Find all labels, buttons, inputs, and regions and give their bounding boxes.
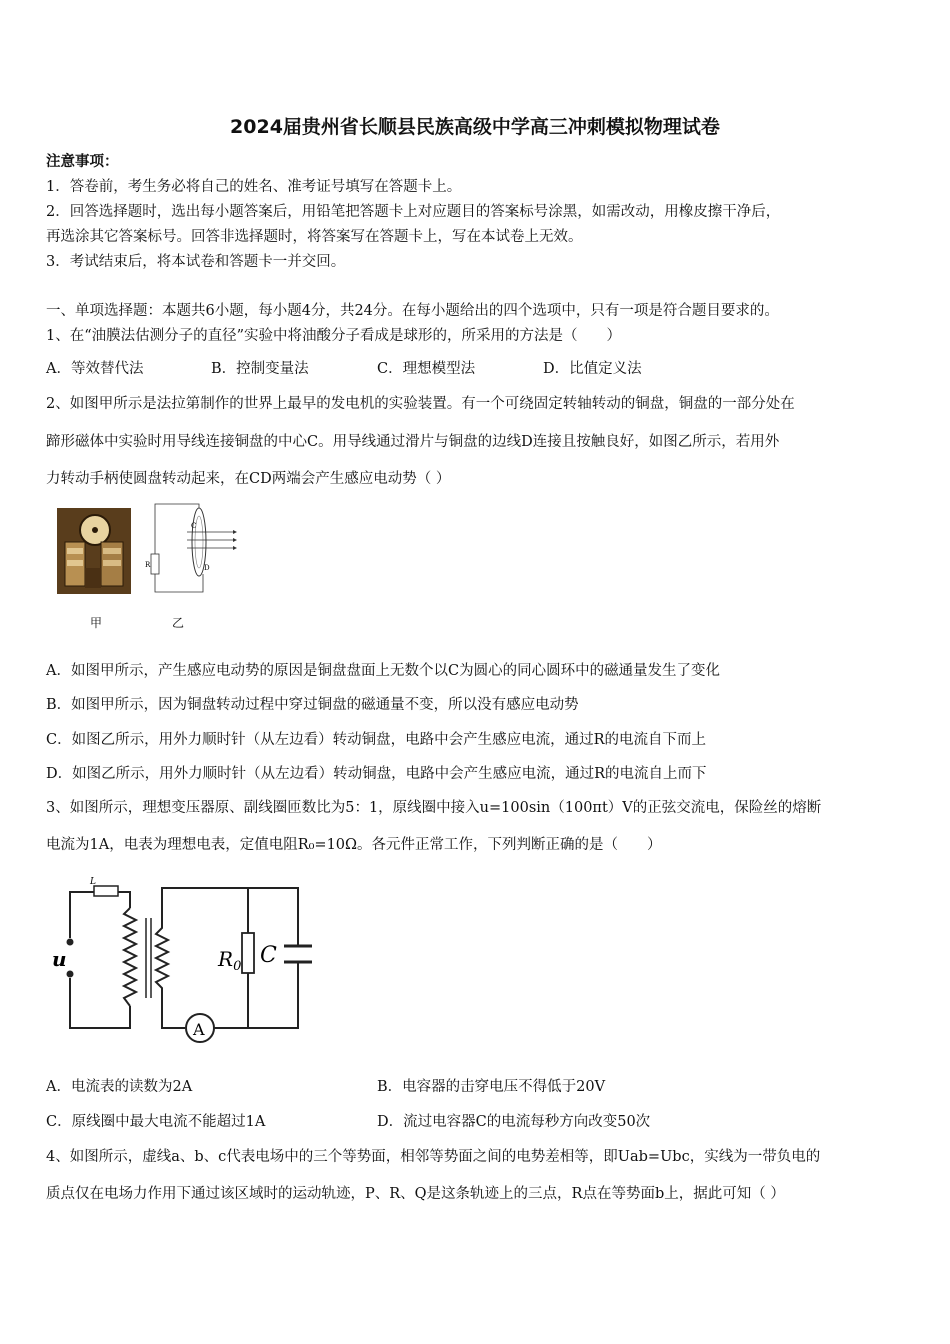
label-c: C [191, 522, 197, 530]
notice-item: 再选涂其它答案标号。回答非选择题时，将答案写在答题卡上，写在本试卷上无效。 [46, 229, 583, 245]
q2-option-a: A．如图甲所示，产生感应电动势的原因是铜盘盘面上无数个以C为圆心的同心圆环中的磁通量发生了变化 [46, 663, 721, 679]
disk-circuit-diagram [147, 502, 237, 602]
q2-option-d: D．如图乙所示，用外力顺时针（从左边看）转动铜盘，电路中会产生感应电流，通过R的电流自上而下 [46, 766, 707, 782]
transformer-circuit-diagram [50, 878, 310, 1053]
figure-caption-jia: 甲 [90, 616, 103, 630]
figure-caption-yi: 乙 [172, 616, 185, 630]
question-3-stem: 3、如图所示，理想变压器原、副线圈匝数比为5：1，原线圈中接入u=100sin（100πt）V的正弦交流电，保险丝的熔断 [46, 800, 822, 816]
q3-option-a: A．电流表的读数为2A [46, 1079, 193, 1095]
label-r: R [145, 561, 151, 569]
notice-item: 3．考试结束后，将本试卷和答题卡一并交回。 [46, 254, 346, 270]
q1-option-b: B．控制变量法 [211, 361, 309, 377]
page-title: 2024届贵州省长顺县民族高级中学高三冲刺模拟物理试卷 [230, 116, 720, 138]
question-1-stem: 1、在“油膜法估测分子的直径”实验中将油酸分子看成是球形的，所采用的方法是（ ） [46, 328, 622, 344]
label-c: C [260, 943, 277, 968]
q1-option-a: A．等效替代法 [46, 361, 144, 377]
notice-item: 1．答卷前，考生务必将自己的姓名、准考证号填写在答题卡上。 [46, 179, 462, 195]
question-2-stem: 蹄形磁体中实验时用导线连接铜盘的中心C。用导线通过滑片与铜盘的边线D连接且按触良好，如图乙所示，若用外 [46, 434, 780, 450]
faraday-generator-photo [57, 508, 131, 594]
q3-option-b: B．电容器的击穿电压不得低于20V [377, 1079, 606, 1095]
question-4-stem: 4、如图所示，虚线a、b、c代表电场中的三个等势面，相邻等势面之间的电势差相等，即Uab=Ubc，实线为一带负电的 [46, 1149, 821, 1165]
q1-option-d: D．比值定义法 [543, 361, 642, 377]
label-d: D [204, 564, 210, 572]
q2-option-b: B．如图甲所示，因为铜盘转动过程中穿过铜盘的磁通量不变，所以没有感应电动势 [46, 697, 579, 713]
question-4-stem: 质点仅在电场力作用下通过该区域时的运动轨迹，P、R、Q是这条轨迹上的三点，R点在等势面b上，据此可知（ ） [46, 1186, 785, 1202]
notice-item: 2．回答选择题时，选出每小题答案后，用铅笔把答题卡上对应题目的答案标号涂黑，如需改动，用橡皮擦干净后， [46, 204, 781, 220]
q1-option-c: C．理想模型法 [377, 361, 476, 377]
label-r0: $R_0$ [218, 947, 242, 974]
question-2-stem: 力转动手柄使圆盘转动起来，在CD两端会产生感应电动势（ ） [46, 471, 451, 487]
ammeter-label: A [193, 1020, 205, 1039]
q3-option-c: C．原线圈中最大电流不能超过1A [46, 1114, 266, 1130]
label-u: u [52, 947, 67, 971]
label-l: L [90, 877, 96, 887]
question-2-stem: 2、如图甲所示是法拉第制作的世界上最早的发电机的实验装置。有一个可绕固定转轴转动的铜盘，铜盘的一部分处在 [46, 396, 795, 412]
section-heading: 一、单项选择题：本题共6小题，每小题4分，共24分。在每小题给出的四个选项中，只有一项是符合题目要求的。 [46, 303, 779, 319]
question-3-stem: 电流为1A，电表为理想电表，定值电阻R₀=10Ω。各元件正常工作，下列判断正确的是（ ） [46, 837, 662, 853]
q3-option-d: D．流过电容器C的电流每秒方向改变50次 [377, 1114, 651, 1130]
q2-option-c: C．如图乙所示，用外力顺时针（从左边看）转动铜盘，电路中会产生感应电流，通过R的电流自下而上 [46, 732, 707, 748]
notice-heading: 注意事项： [46, 153, 119, 170]
